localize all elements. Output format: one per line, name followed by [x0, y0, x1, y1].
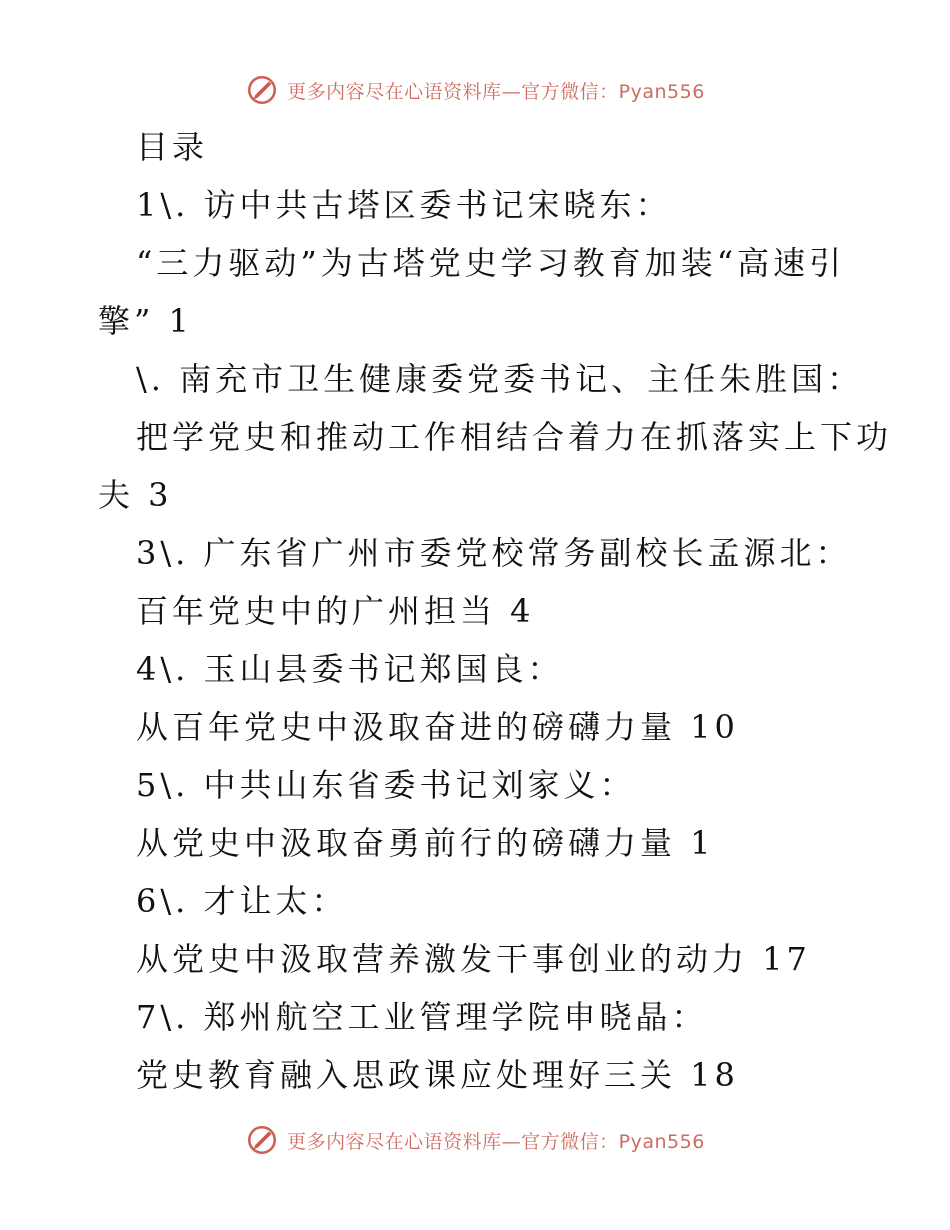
toc-line: 把学党史和推动工作相结合着力在抓落实上下功	[136, 418, 893, 456]
toc-title: 目录	[136, 128, 209, 166]
logo-icon	[245, 73, 279, 107]
toc-line: \. 南充市卫生健康委党委书记、主任朱胜国：	[136, 360, 864, 398]
toc-line: 5\. 中共山东省委书记刘家义：	[136, 766, 636, 804]
toc-line: 6\. 才让太：	[136, 882, 348, 920]
logo-icon	[245, 1123, 279, 1157]
footer-watermark	[0, 1120, 950, 1160]
watermark-text: 更多内容尽在心语资料库—	[287, 80, 522, 103]
toc-line: 3\. 广东省广州市委党校常务副校长孟源北：	[136, 534, 852, 572]
header-watermark	[0, 70, 950, 110]
toc-line: 擎” 1	[98, 302, 193, 340]
toc-line: 从党史中汲取营养激发干事创业的动力 17	[136, 940, 811, 978]
toc-line: 从党史中汲取奋勇前行的磅礴力量 1	[136, 824, 715, 862]
toc-line: 夫 3	[98, 476, 173, 514]
toc-line: 4\. 玉山县委书记郑国良：	[136, 650, 564, 688]
watermark-contact: 官方微信：Pyan556	[521, 80, 705, 103]
toc-line: “三力驱动”为古塔党史学习教育加装“高速引	[136, 244, 846, 282]
toc-line: 百年党史中的广州担当 4	[136, 592, 535, 630]
watermark-contact: 官方微信：Pyan556	[521, 1130, 705, 1153]
toc-line: 党史教育融入思政课应处理好三关 18	[136, 1056, 739, 1094]
toc-line: 1\. 访中共古塔区委书记宋晓东：	[136, 186, 672, 224]
toc-line: 从百年党史中汲取奋进的磅礴力量 10	[136, 708, 739, 746]
toc-line: 7\. 郑州航空工业管理学院申晓晶：	[136, 998, 708, 1036]
watermark-text: 更多内容尽在心语资料库—	[287, 1130, 522, 1153]
